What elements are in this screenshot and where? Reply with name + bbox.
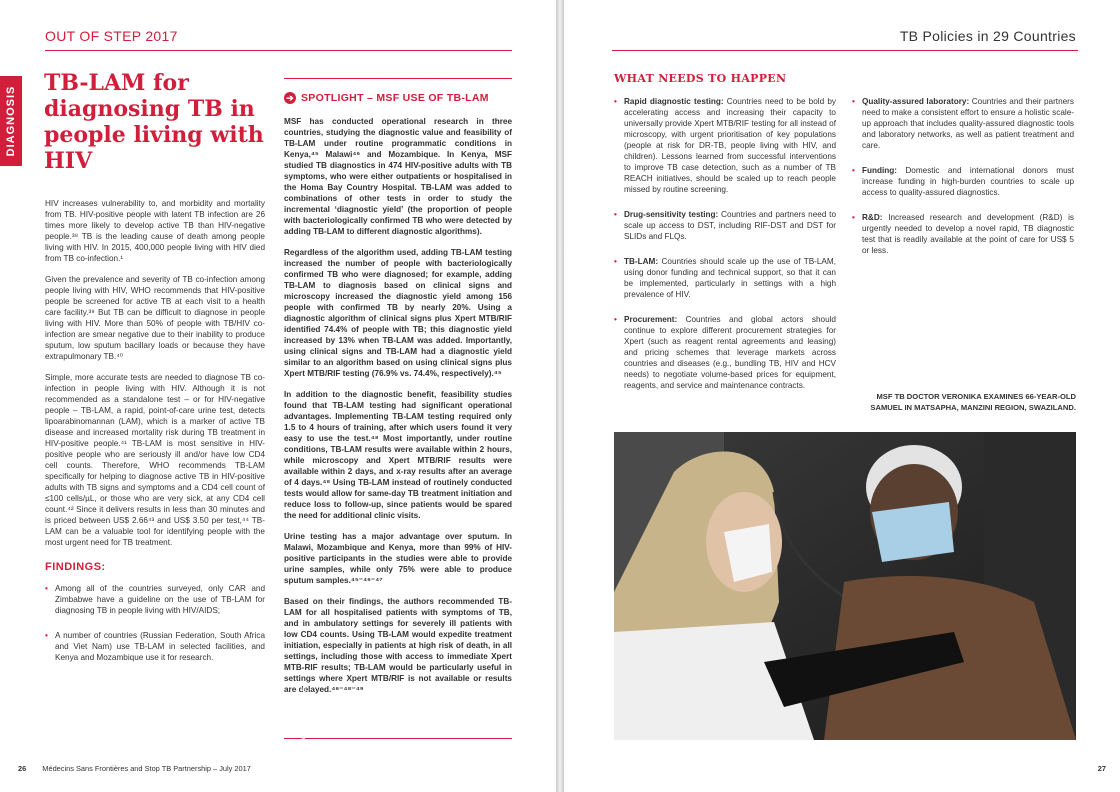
need-label: Quality-assured laboratory: (862, 97, 970, 106)
spotlight-heading-label: SPOTLIGHT – MSF USE OF TB-LAM (301, 91, 489, 104)
intro-paragraph: Given the prevalence and severity of TB co-infection among people living with HIV, WHO recommends that HIV-positive people be screened for active TB at each visit to a health care facility.³⁹ But TB can be difficult to diagnose in people living with HIV. More than 50% of people with TB/HIV co-infection are smear negative due to their inability to produce sputum, low sputum bacillary loads or because they have extrapulmonary TB.⁴⁰ (45, 275, 265, 361)
page-title: TB-LAM for diagnosing TB in people living with HIV (44, 70, 264, 174)
need-item (614, 314, 836, 391)
spotlight-column (284, 92, 512, 705)
need-item (614, 256, 836, 300)
needs-column-1 (614, 96, 836, 405)
need-item (852, 212, 1074, 256)
footer-text: Médecins Sans Frontières and Stop TB Partnership – July 2017 (42, 764, 251, 773)
spotlight-rule-bottom (284, 738, 512, 739)
need-text: Countries and global actors should continue to explore different procurement strategies for Xpert (such as reagent rental agreements and leasing) and pricing schemes that leverage markets across countries and diseases (e.g., bundling TB, HIV and HCV needs) to negotiate volume-based prices for equipment, reagents, and service and maintenance contracts. (624, 315, 836, 390)
intro-paragraph: HIV increases vulnerability to, and morbidity and mortality from TB. HIV-positive people with latent TB infection are 26 times more likely to develop active TB than HIV-negative people.³⁸ TB is the leading cause of death among people living with HIV. In 2015, 400,000 people living with HIV died from TB co-infection.¹ (45, 199, 265, 263)
spotlight-paragraph: Urine testing has a major advantage over sputum. In Malawi, Mozambique and Kenya, more than 99% of HIV-positive participants in the studies were able to provide urine samples, while only 75% were able to produce sputum samples.⁴⁵⁻⁴⁶⁻⁴⁷ (284, 532, 512, 585)
running-head-left: OUT OF STEP 2017 (45, 28, 178, 44)
needs-heading: WHAT NEEDS TO HAPPEN (614, 72, 787, 85)
need-item (614, 96, 836, 195)
spotlight-heading (284, 92, 512, 104)
photo-caption: MSF TB DOCTOR VERONIKA EXAMINES 66-YEAR-OLD SAMUEL IN MATSAPHA, MANZINI REGION, SWAZILAND. (870, 392, 1076, 412)
need-label: Procurement: (624, 315, 678, 324)
intro-paragraph: Simple, more accurate tests are needed to diagnose TB co-infection in people living with HIV. Although it is not recommended as a standalone test – or for HIV-negative people – TB-LAM, a rapid, point-of-care urine test, detects lipoarabinomannan (LAM), which is a marker of active TB disease and increased mortality risk during TB treatment in HIV-positive people.⁴¹ TB-LAM is most sensitive in HIV-positive people who are seriously ill and/or have low CD4 cell counts. Therefore, WHO recommends TB-LAM specifically for helping to diagnose active TB in HIV-positive adults with TB signs and symptoms and a CD4 cell count of ≤100 cells/µL, or those who are very sick, at any CD4 cell count.⁴² Since it delivers results in less than 30 minutes and is priced between US$ 2.66⁴³ and US$ 3.50 per test,⁴⁴ TB-LAM can be a valuable tool for identifying people with the most urgent need for TB treatment. (45, 373, 265, 547)
page-number: 26 (18, 764, 27, 773)
spotlight-paragraph: In addition to the diagnostic benefit, feasibility studies found that TB-LAM testing had significant operational advantages. Implementing TB-LAM testing required only 1.5 to 4 hours of training, after which users found it very easy to use the test.⁴⁸ Most importantly, under routine conditions, TB-LAM results were available within 2 hours, while microscopy and Xpert MTB/RIF results were available within 2 days, and x-ray results after an average of 4 days.⁴⁸ Using TB-LAM instead of routinely conducted tests would allow for same-day TB treatment initiation and reduce loss to follow-up, since patients would be spared the need for additional clinic visits. (284, 390, 512, 520)
needs-list (852, 96, 1074, 256)
need-text: Countries and partners need to scale up access to DST, including RIF-DST and DST for SLIDs and FLQs. (624, 210, 836, 241)
need-text: Countries should scale up the use of TB-LAM, using donor funding and technical support, so that it can be implemented, particularly in settings with a high prevalence of HIV. (624, 257, 836, 299)
arrow-right-icon: ➔ (284, 92, 296, 104)
section-tab-label: DIAGNOSIS (5, 85, 17, 157)
need-text: Domestic and international donors must increase funding in high-burden countries to scale up access to quality-assured diagnostics. (862, 166, 1074, 197)
running-head-right: TB Policies in 29 Countries (899, 28, 1076, 44)
footer-left (18, 764, 251, 773)
photo-credit: Alexis Huguet/MSF (301, 680, 308, 740)
intro-column (45, 198, 265, 677)
section-tab (0, 76, 22, 166)
spotlight-rule-top (284, 78, 512, 79)
left-page (0, 0, 556, 792)
footer-right (1098, 764, 1106, 773)
need-label: TB-LAM: (624, 257, 659, 266)
need-label: Funding: (862, 166, 898, 175)
page-number: 27 (1097, 764, 1106, 773)
need-item (614, 209, 836, 242)
need-text: Countries need to be bold by accelerating access and increasing their capacity to universally provide Xpert MTB/RIF testing for all instead of microscopy, with urgent prioritisation of key populations (people at risk for DR-TB, people living with HIV, and children). Lessons learned from successful interventions to improve TB case detection, such as a number of TB REACH initiatives, should be scaled up to reach people missed by routine screening. (624, 97, 836, 194)
findings-heading: FINDINGS: (45, 561, 106, 573)
finding-item: • A number of countries (Russian Federation, South Africa and Viet Nam) use TB-LAM in selected facilities, and Kenya and Mozambique use it for research. (45, 630, 265, 663)
need-label: Rapid diagnostic testing: (624, 97, 724, 106)
header-rule (45, 50, 512, 51)
need-label: R&D: (862, 213, 883, 222)
need-label: Drug-sensitivity testing: (624, 210, 719, 219)
page-gutter (556, 0, 564, 792)
spotlight-paragraph: MSF has conducted operational research in three countries, studying the diagnostic value and feasibility of TB-LAM under routine programmatic conditions in Kenya,⁴⁵ Malawi⁴⁶ and Mozambique. In Kenya, MSF studied TB diagnostics in 474 HIV-positive adults with TB symptoms, who were either outpatients or hospitalised in the Homa Bay Country Hospital. TB-LAM was added to combinations of other tests in order to study the incremental ‘diagnostic yield’ (the proportion of people with bacteriologically confirmed TB who were detected by adding TB-LAM to different diagnostic algorithms). (284, 117, 512, 236)
spotlight-paragraph: Regardless of the algorithm used, adding TB-LAM testing increased the number of people with bacteriologically confirmed TB who were diagnosed; for example, adding TB-LAM to diagnosis based on clinical signs and microscopy increased the diagnostic yield among 156 people with confirmed TB by nearly 20%. Using a diagnostic algorithm of clinical signs plus Xpert MTB/RIF identified 74.4% of people with TB; this diagnostic yield increased by 13% when TB-LAM was added. Importantly, using clinical signs and TB-LAM had a diagnostic yield similar to an algorithm based on using clinical signs plus Xpert MTB/RIF testing (76.9% vs. 74.4%, respectively).⁴⁵ (284, 248, 512, 378)
need-text: Countries and their partners need to make a consistent effort to ensure a holistic scale-up approach that includes quality-assured diagnostic tools and laboratory networks, as well as patient treatment and care. (862, 97, 1075, 150)
need-item (852, 96, 1074, 151)
finding-item: • Among all of the countries surveyed, only CAR and Zimbabwe have a guideline on the use of TB-LAM for diagnosing TB in people living with HIV/AIDS; (45, 583, 265, 616)
header-rule (612, 50, 1078, 51)
need-text: Increased research and development (R&D) is urgently needed to develop a novel rapid, TB diagnostic test that is readily available at the point of care for US$ 5 or less. (862, 213, 1074, 255)
need-item (852, 165, 1074, 198)
findings-list (45, 583, 265, 663)
needs-list (614, 96, 836, 391)
needs-column-2 (852, 96, 1074, 270)
spotlight-paragraph: Based on their findings, the authors recommended TB-LAM for all hospitalised patients with symptoms of TB, and in ambulatory settings for severely ill patients with low CD4 counts. Using TB-LAM would expedite treatment initiation, especially in patients at high risk of death, in all settings, including those with access to immediate Xpert MTB-RIF results; TB-LAM would be particularly useful in settings where Xpert MTB/RIF is not available or results are delayed.⁴⁶⁻⁴⁸⁻⁴⁹ (284, 597, 512, 694)
